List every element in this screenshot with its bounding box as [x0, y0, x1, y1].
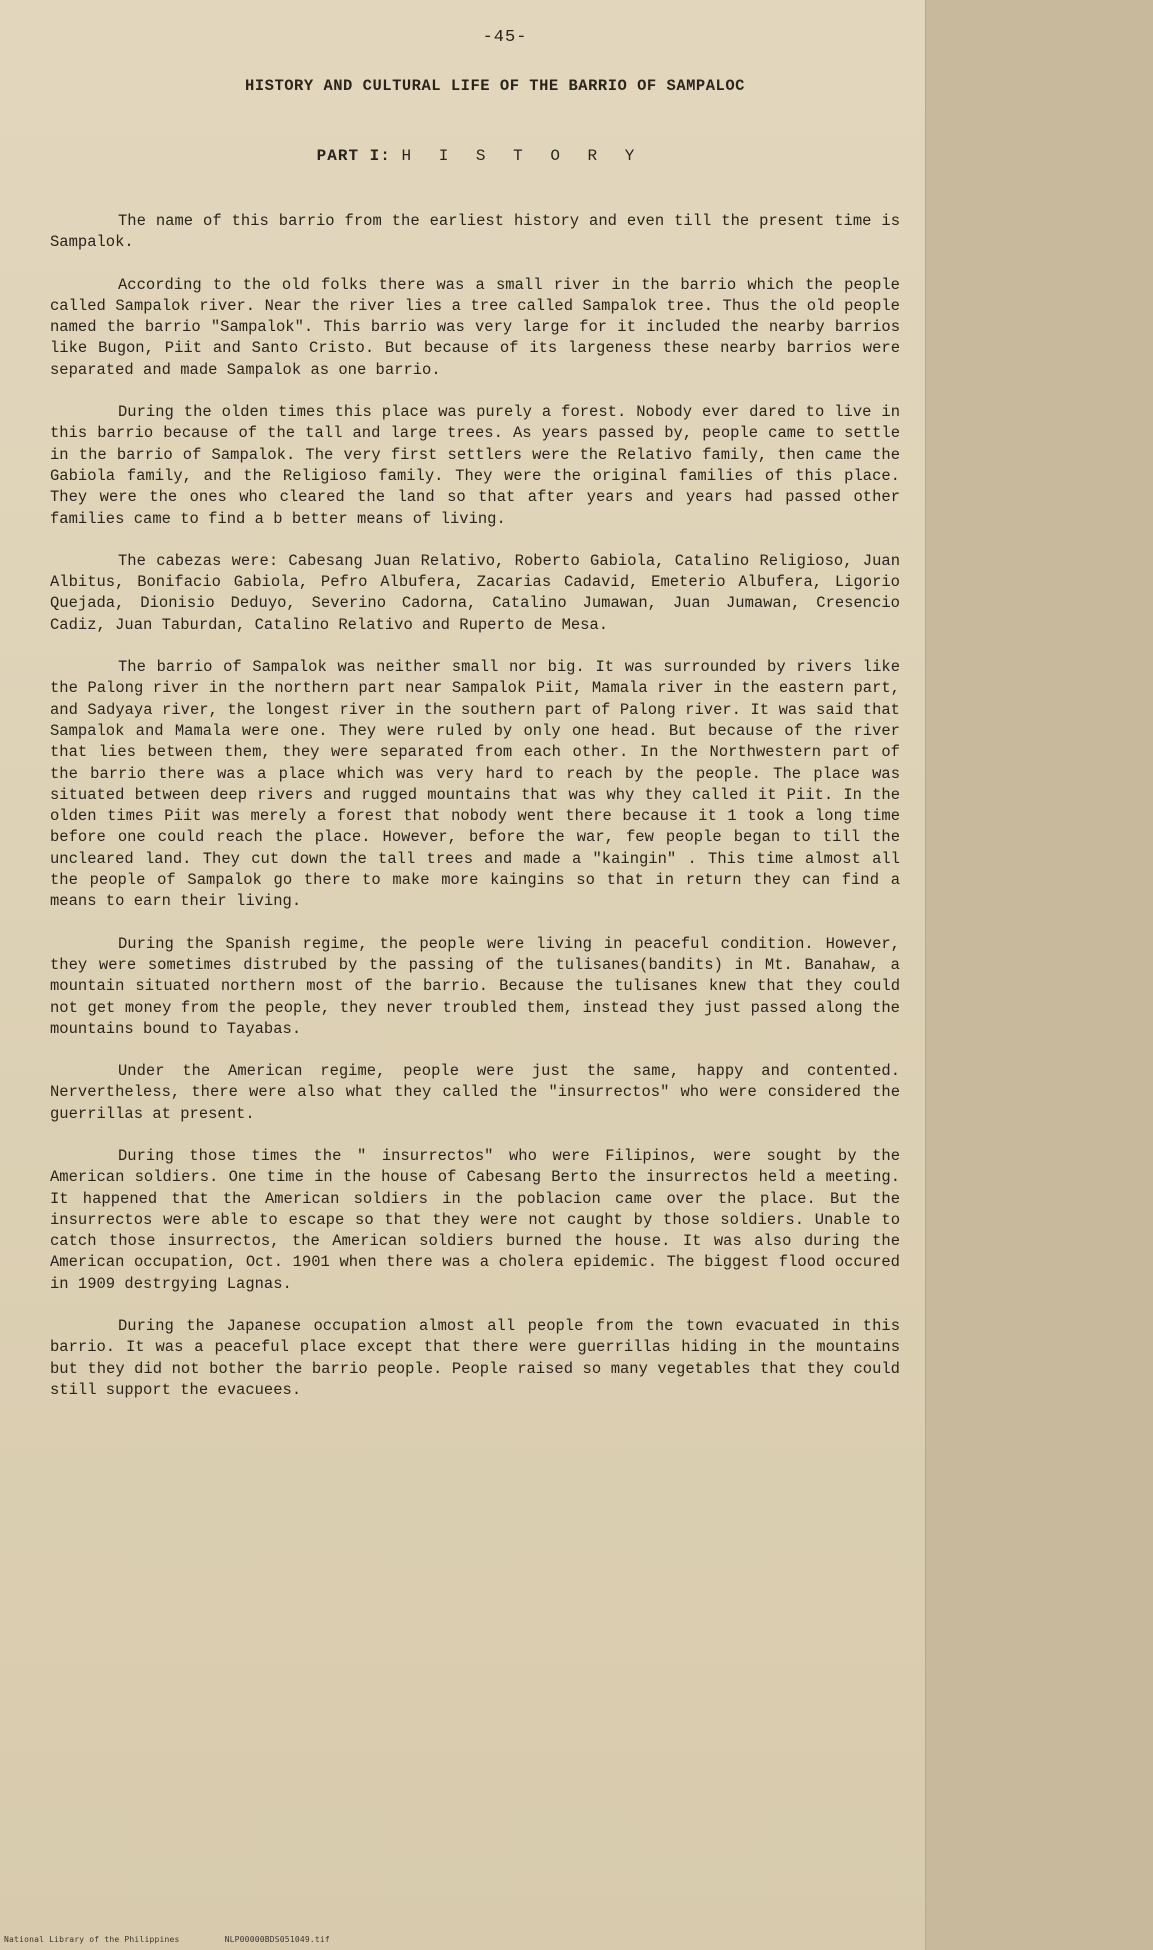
paragraph-japanese-occupation: During the Japanese occupation almost all people from the town evacuated in this barrio. It was a peaceful place except that there were guerrillas hiding in the mountains but they did not bother the barrio people. People raised so many vegetables that they could still support the evacuees. [50, 1317, 900, 1399]
part-label: PART I: [316, 147, 391, 165]
paragraph-origin-of-name: According to the old folks there was a small river in the barrio which the people called Sampalok river. Near the river lies a tree called Sampalok tree. Thus the old people named the barrio "Sampalok". This barrio was very large for it included the nearby barrios like Bugon, Piit and Santo Cristo. But because of its largeness these nearby barrios were separated and made Sampalok as one barrio. [50, 275, 900, 379]
part-name: H I S T O R Y [401, 147, 644, 165]
paragraph-cabezas: The cabezas were: Cabesang Juan Relativo, Roberto Gabiola, Catalino Religioso, Juan Albitus, Bonifacio Gabiola, Pefro Albufera, Zacarias Cadavid, Emeterio Albufera, Ligorio Quejada, Dionisio Deduyo, Severino Cadorna, Catalino Jumawan, Juan Jumawan, Cresencio Cadiz, Juan Taburdan, Catalino Relativo and Ruperto de Mesa. [50, 551, 900, 634]
document-title: HISTORY AND CULTURAL LIFE OF THE BARRIO OF SAMPALOC [245, 77, 745, 95]
footer-library: National Library of the Philippines [4, 1935, 180, 1944]
paragraph-insurrectos: During those times the " insurrectos" who were Filipinos, were sought by the American soldiers. One time in the house of Cabesang Berto the insurrectos held a meeting. It happened that the American soldiers in the poblacion came over the place. But the insurrectos were able to escape so that they were not caught by those soldiers. Unable to catch those insurrectos, the American soldiers burned the house. It was also during the American occupation, Oct. 1901 when there was a cholera epidemic. The biggest flood occured in 1909 destrgying Lagnas. [50, 1146, 900, 1293]
paragraph-geography: The barrio of Sampalok was neither small nor big. It was surrounded by rivers like the Palong river in the northern part near Sampalok Piit, Mamala river in the eastern part, and Sadyaya river, the longest river in the southern part of Palong river. It was said that Sampalok and Mamala were one. They were ruled by only one head. But because of the river that lies between them, they were separated from each other. In the Northwestern part of the barrio there was a place which was very hard to reach by the people. The place was situated between deep rivers and rugged mountains that was why they called it Piit. In the olden times Piit was merely a forest that nobody went there because it 1 took a long time before one could reach the place. However, before the war, few people began to till the uncleared land. They cut down the tall trees and made a "kaingin" . This time almost all the people of Sampalok go there to make more kaingins so that in return they can find a means to earn their living. [50, 658, 900, 911]
paragraph-american-regime: Under the American regime, people were just the same, happy and contented. Nervertheless, there were also what they called the "insurrectos" who were considered the guerrillas at present. [50, 1062, 900, 1123]
scan-footer [4, 1935, 370, 1944]
page-number: -45- [482, 28, 528, 47]
scan-background-strip [925, 0, 1153, 1950]
paragraph-barrio-name: The name of this barrio from the earliest history and even till the present time is Sampalok. [50, 212, 900, 252]
document-content [50, 28, 900, 1422]
footer-file-id: NLP00000BDS051049.tif [224, 1935, 330, 1944]
paragraph-first-settlers: During the olden times this place was purely a forest. Nobody ever dared to live in this barrio because of the tall and large trees. As years passed by, people came to settle in the barrio of Sampalok. The very first settlers were the Relativo family, then came the Gabiola family, and the Religioso family. They were the original families of this place. They were the ones who cleared the land so that after years and years had passed other families came to find a b better means of living. [50, 403, 900, 528]
paragraph-spanish-regime: During the Spanish regime, the people were living in peaceful condition. However, they were sometimes distrubed by the passing of the tulisanes(bandits) in Mt. Banahaw, a mountain situated northern most of the barrio. Because the tulisanes knew that they could not get money from the people, they never troubled them, instead they just passed along the mountains bound to Tayabas. [50, 934, 900, 1038]
part-heading [50, 147, 900, 165]
